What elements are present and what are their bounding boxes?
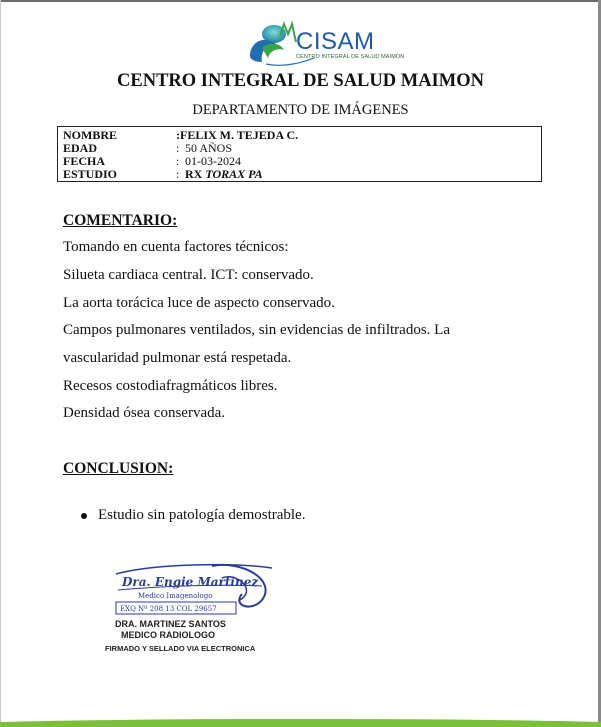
doctor-title: MEDICO RADIOLOGO (121, 630, 215, 640)
logo-subtitle: CENTRO INTEGRAL DE SALUD MAIMON (296, 54, 405, 60)
footer-band (0, 718, 601, 727)
comentario-line: vascularidad pulmonar está respetada. (63, 350, 292, 366)
comentario-line: Densidad ósea conservada. (63, 405, 226, 421)
clinic-title: CENTRO INTEGRAL DE SALUD MAIMON (117, 71, 484, 91)
info-separator: : (176, 141, 180, 155)
info-separator: : (176, 128, 180, 142)
conclusion-heading: CONCLUSION: (63, 460, 174, 477)
info-value-study (185, 167, 263, 181)
info-label: EDAD (63, 141, 98, 155)
stamp-numbers: EXQ Nº 208 13 COL 29657 (120, 605, 217, 613)
comentario-line: Silueta cardiaca central. ICT: conservado. (63, 267, 314, 283)
signature-stamp (112, 560, 282, 624)
info-label: NOMBRE (63, 128, 117, 142)
info-value-date: 01-03-2024 (185, 154, 241, 168)
stamp-title: Medico Imagenologo (138, 592, 213, 600)
study-name: TORAX PA (205, 167, 263, 181)
comentario-line: Campos pulmonares ventilados, sin evidencias de infiltrados. La (63, 322, 450, 338)
comentario-heading: COMENTARIO: (63, 212, 178, 229)
study-prefix: RX (185, 167, 203, 181)
department-title: DEPARTAMENTO DE IMÁGENES (192, 102, 409, 118)
info-label: FECHA (63, 154, 105, 168)
stamp-name: Dra. Engie Martinez (122, 575, 259, 589)
info-separator: : (176, 154, 180, 168)
patient-info-box (57, 126, 542, 182)
signed-note: FIRMADO Y SELLADO VIA ELECTRONICA (105, 644, 256, 653)
bullet-icon (81, 513, 87, 519)
comentario-line: Recesos costodiafragmáticos libres. (63, 378, 278, 394)
info-label: ESTUDIO (63, 167, 118, 181)
info-value-name: FELIX M. TEJEDA C. (180, 128, 299, 142)
page-top-border (0, 0, 601, 2)
conclusion-item: Estudio sin patología demostrable. (98, 507, 306, 523)
info-value-age: 50 AÑOS (185, 141, 233, 155)
logo-brand-text: CISAM (296, 28, 375, 55)
doctor-name: DRA. MARTINEZ SANTOS (115, 619, 226, 629)
comentario-line: La aorta torácica luce de aspecto conservado. (63, 295, 335, 311)
comentario-line: Tomando en cuenta factores técnicos: (63, 239, 289, 255)
info-separator: : (176, 167, 180, 181)
